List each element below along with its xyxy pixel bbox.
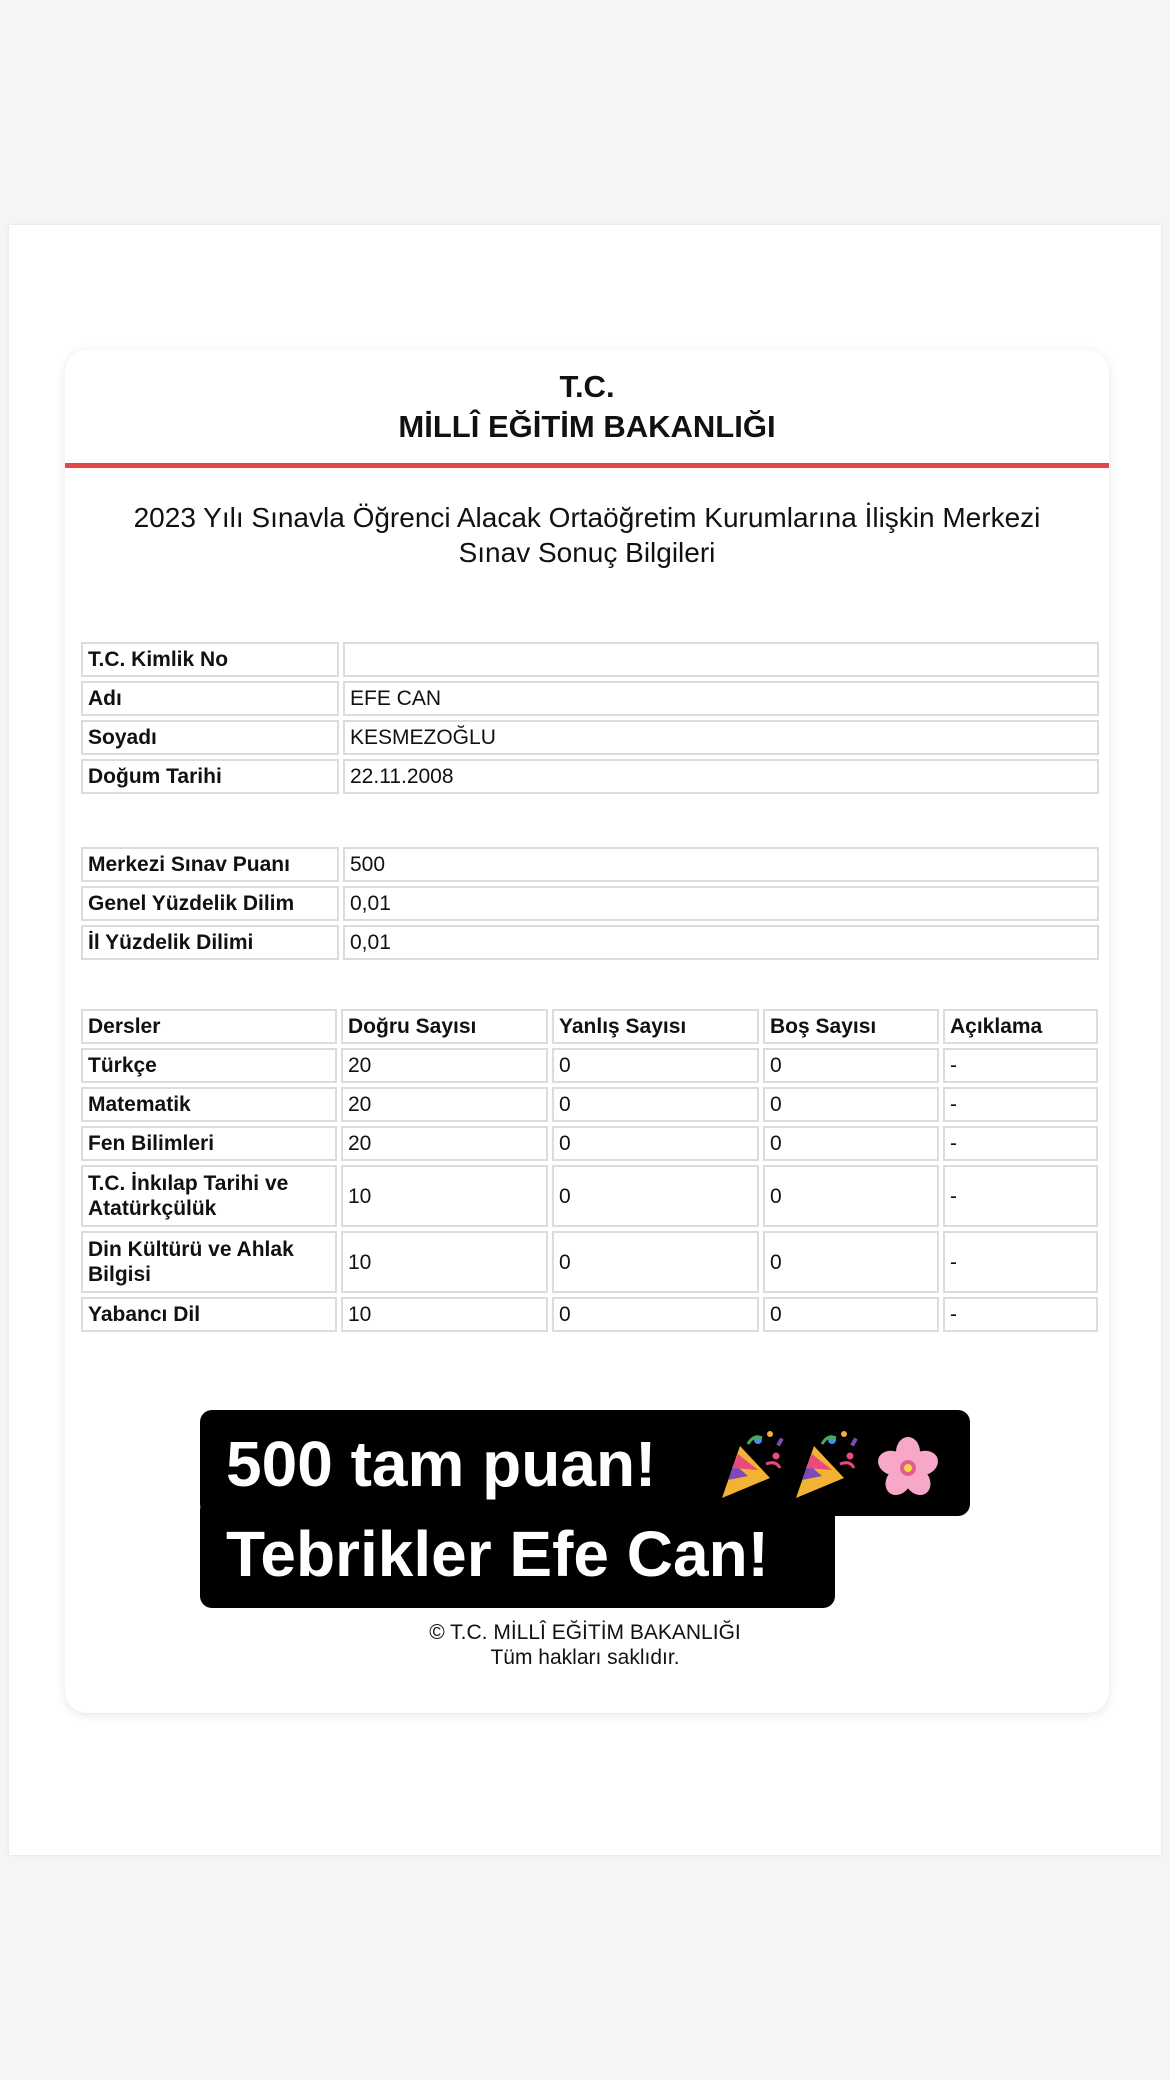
table-header-row [81, 1009, 1098, 1044]
course-name [81, 1231, 337, 1293]
course-name: Matematik [81, 1087, 337, 1122]
correct-count: 20 [341, 1048, 548, 1083]
column-header-courses: Dersler [81, 1009, 337, 1044]
birth-date-value: 22.11.2008 [343, 759, 1099, 794]
student-info-table [77, 638, 1103, 798]
wrong-count: 0 [552, 1126, 759, 1161]
note: - [943, 1087, 1098, 1122]
id-number-value [343, 642, 1099, 677]
header-divider [65, 463, 1109, 468]
cherry-blossom-icon [875, 1437, 941, 1500]
caption-line2: Tebrikler Efe Can! [226, 1518, 769, 1590]
table-row [81, 886, 1099, 921]
table-row [81, 1297, 1098, 1332]
page-title [95, 500, 1079, 570]
wrong-count: 0 [552, 1087, 759, 1122]
table-row [81, 759, 1099, 794]
course-name-line1: Din Kültürü ve Ahlak [88, 1238, 294, 1261]
column-header-correct: Doğru Sayısı [341, 1009, 548, 1044]
table-row [81, 1165, 1098, 1227]
table-row [81, 1087, 1098, 1122]
empty-count: 0 [763, 1297, 939, 1332]
course-name: Türkçe [81, 1048, 337, 1083]
table-row [81, 720, 1099, 755]
empty-count: 0 [763, 1048, 939, 1083]
note: - [943, 1126, 1098, 1161]
table-row [81, 925, 1099, 960]
party-popper-icon [796, 1431, 858, 1498]
empty-count: 0 [763, 1165, 939, 1227]
empty-count: 0 [763, 1126, 939, 1161]
wrong-count: 0 [552, 1231, 759, 1293]
note: - [943, 1165, 1098, 1227]
course-name-line2: Bilgisi [88, 1263, 152, 1286]
page-title-line2: Sınav Sonuç Bilgileri [458, 537, 716, 568]
note: - [943, 1231, 1098, 1293]
note: - [943, 1297, 1098, 1332]
wrong-count: 0 [552, 1048, 759, 1083]
correct-count: 20 [341, 1126, 548, 1161]
empty-count: 0 [763, 1231, 939, 1293]
general-percentile-label: Genel Yüzdelik Dilim [81, 886, 339, 921]
last-name-label: Soyadı [81, 720, 339, 755]
courses-table [77, 1005, 1102, 1336]
copyright-footer [0, 1620, 1170, 1670]
id-number-label: T.C. Kimlik No [81, 642, 339, 677]
course-name: Fen Bilimleri [81, 1126, 337, 1161]
general-percentile-value: 0,01 [343, 886, 1099, 921]
exam-score-label: Merkezi Sınav Puanı [81, 847, 339, 882]
first-name-value: EFE CAN [343, 681, 1099, 716]
course-name: Yabancı Dil [81, 1297, 337, 1332]
course-name-line1: T.C. İnkılap Tarihi ve [88, 1172, 289, 1195]
province-percentile-label: İl Yüzdelik Dilimi [81, 925, 339, 960]
table-row [81, 847, 1099, 882]
table-row [81, 681, 1099, 716]
exam-score-value: 500 [343, 847, 1099, 882]
empty-count: 0 [763, 1087, 939, 1122]
copyright-line1: © T.C. MİLLÎ EĞİTİM BAKANLIĞI [429, 1621, 741, 1644]
wrong-count: 0 [552, 1297, 759, 1332]
column-header-note: Açıklama [943, 1009, 1098, 1044]
page-title-line1: 2023 Yılı Sınavla Öğrenci Alacak Ortaöğretim Kurumlarına İlişkin Merkezi [133, 502, 1041, 533]
column-header-empty: Boş Sayısı [763, 1009, 939, 1044]
correct-count: 10 [341, 1231, 548, 1293]
table-row [81, 1126, 1098, 1161]
party-popper-icon [722, 1431, 784, 1498]
correct-count: 20 [341, 1087, 548, 1122]
header-tc: T.C. [559, 369, 615, 404]
last-name-value: KESMEZOĞLU [343, 720, 1099, 755]
table-row [81, 642, 1099, 677]
table-row [81, 1231, 1098, 1293]
course-name [81, 1165, 337, 1227]
first-name-label: Adı [81, 681, 339, 716]
score-table [77, 843, 1103, 964]
province-percentile-value: 0,01 [343, 925, 1099, 960]
ministry-header [65, 350, 1109, 462]
caption-line1: 500 tam puan! [226, 1428, 657, 1500]
column-header-wrong: Yanlış Sayısı [552, 1009, 759, 1044]
copyright-line2: Tüm hakları saklıdır. [490, 1646, 680, 1669]
birth-date-label: Doğum Tarihi [81, 759, 339, 794]
header-ministry: MİLLÎ EĞİTİM BAKANLIĞI [398, 409, 776, 444]
table-row [81, 1048, 1098, 1083]
note: - [943, 1048, 1098, 1083]
course-name-line2: Atatürkçülük [88, 1197, 217, 1220]
wrong-count: 0 [552, 1165, 759, 1227]
caption-emojis [718, 1428, 948, 1504]
correct-count: 10 [341, 1165, 548, 1227]
correct-count: 10 [341, 1297, 548, 1332]
